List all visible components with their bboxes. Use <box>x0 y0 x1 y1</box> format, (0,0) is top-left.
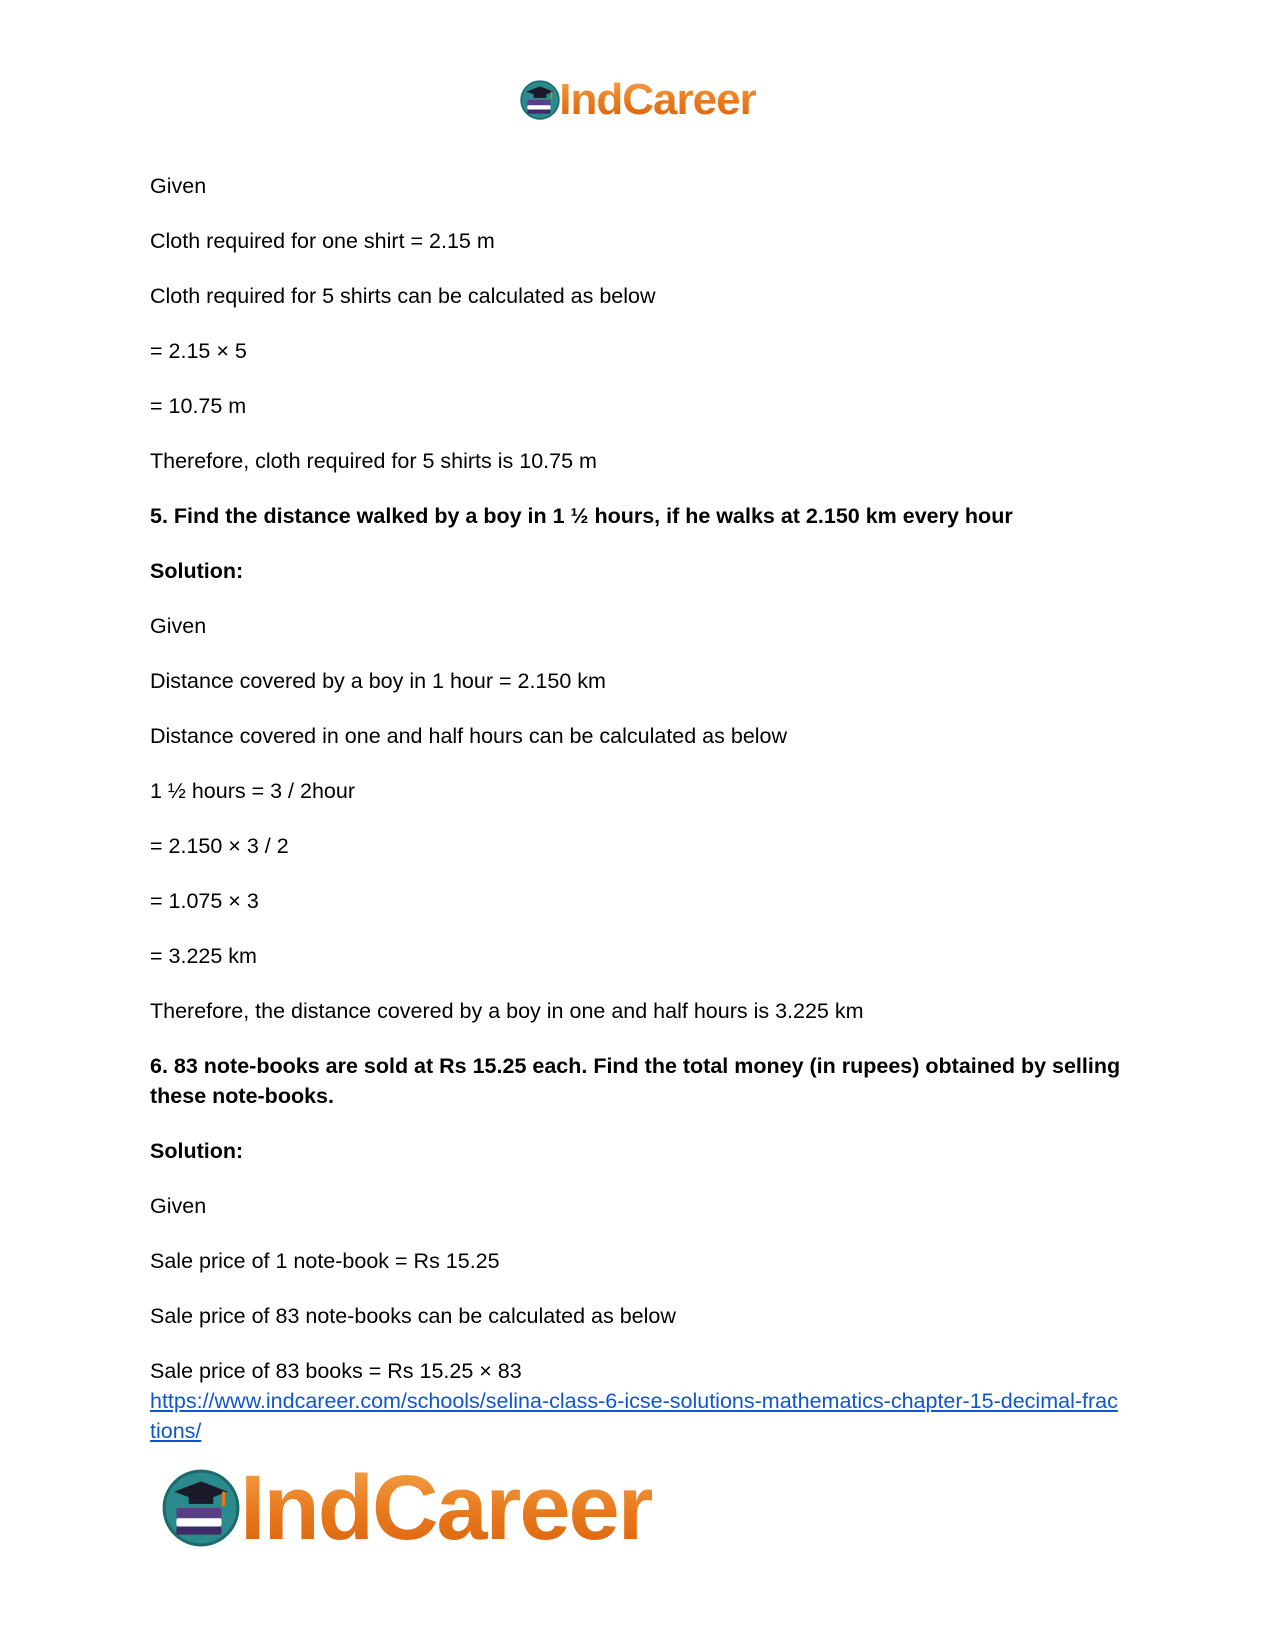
text-line: Sale price of 83 note-books can be calculated as below <box>150 1304 676 1328</box>
text-line: Cloth required for one shirt = 2.15 m <box>150 229 495 253</box>
question-5: 5. Find the distance walked by a boy in 1 ½ hours, if he walks at 2.150 km every hour <box>150 504 1013 528</box>
text-line: Given <box>150 614 207 638</box>
text-line: Sale price of 1 note-book = Rs 15.25 <box>150 1249 500 1273</box>
text-line: Distance covered in one and half hours can be calculated as below <box>150 724 788 748</box>
text-line: Therefore, cloth required for 5 shirts is 10.75 m <box>150 449 597 473</box>
text-line: = 10.75 m <box>150 394 247 418</box>
footer-logo <box>160 1457 652 1559</box>
text-line: = 2.15 × 5 <box>150 339 247 363</box>
source-link[interactable]: https://www.indcareer.com/schools/selina-class-6-icse-solutions-mathematics-chapter-15-decimal-fractions/ <box>150 1389 1118 1443</box>
text-line: 1 ½ hours = 3 / 2hour <box>150 779 355 803</box>
text-line: Given <box>150 174 207 198</box>
brand-wordmark: IndCareer <box>240 1457 652 1559</box>
solution-label: Solution: <box>150 559 244 583</box>
text-line: Sale price of 83 books = Rs 15.25 × 83 <box>150 1359 522 1383</box>
brand-wordmark: IndCareer <box>559 75 756 124</box>
text-line: = 1.075 × 3 <box>150 889 259 913</box>
text-line: Therefore, the distance covered by a boy in one and half hours is 3.225 km <box>150 999 864 1023</box>
graduation-cap-book-icon <box>519 79 561 121</box>
solution-label: Solution: <box>150 1139 244 1163</box>
text-line: = 2.150 × 3 / 2 <box>150 834 289 858</box>
document-body <box>150 171 1130 1446</box>
text-line: = 3.225 km <box>150 944 257 968</box>
text-line: Given <box>150 1194 207 1218</box>
header-logo <box>0 75 1275 124</box>
text-line: Cloth required for 5 shirts can be calculated as below <box>150 284 656 308</box>
question-6: 6. 83 note-books are sold at Rs 15.25 each. Find the total money (in rupees) obtained by selling these note-books. <box>150 1054 1121 1108</box>
graduation-cap-book-icon <box>160 1467 242 1549</box>
text-line: Distance covered by a boy in 1 hour = 2.150 km <box>150 669 606 693</box>
